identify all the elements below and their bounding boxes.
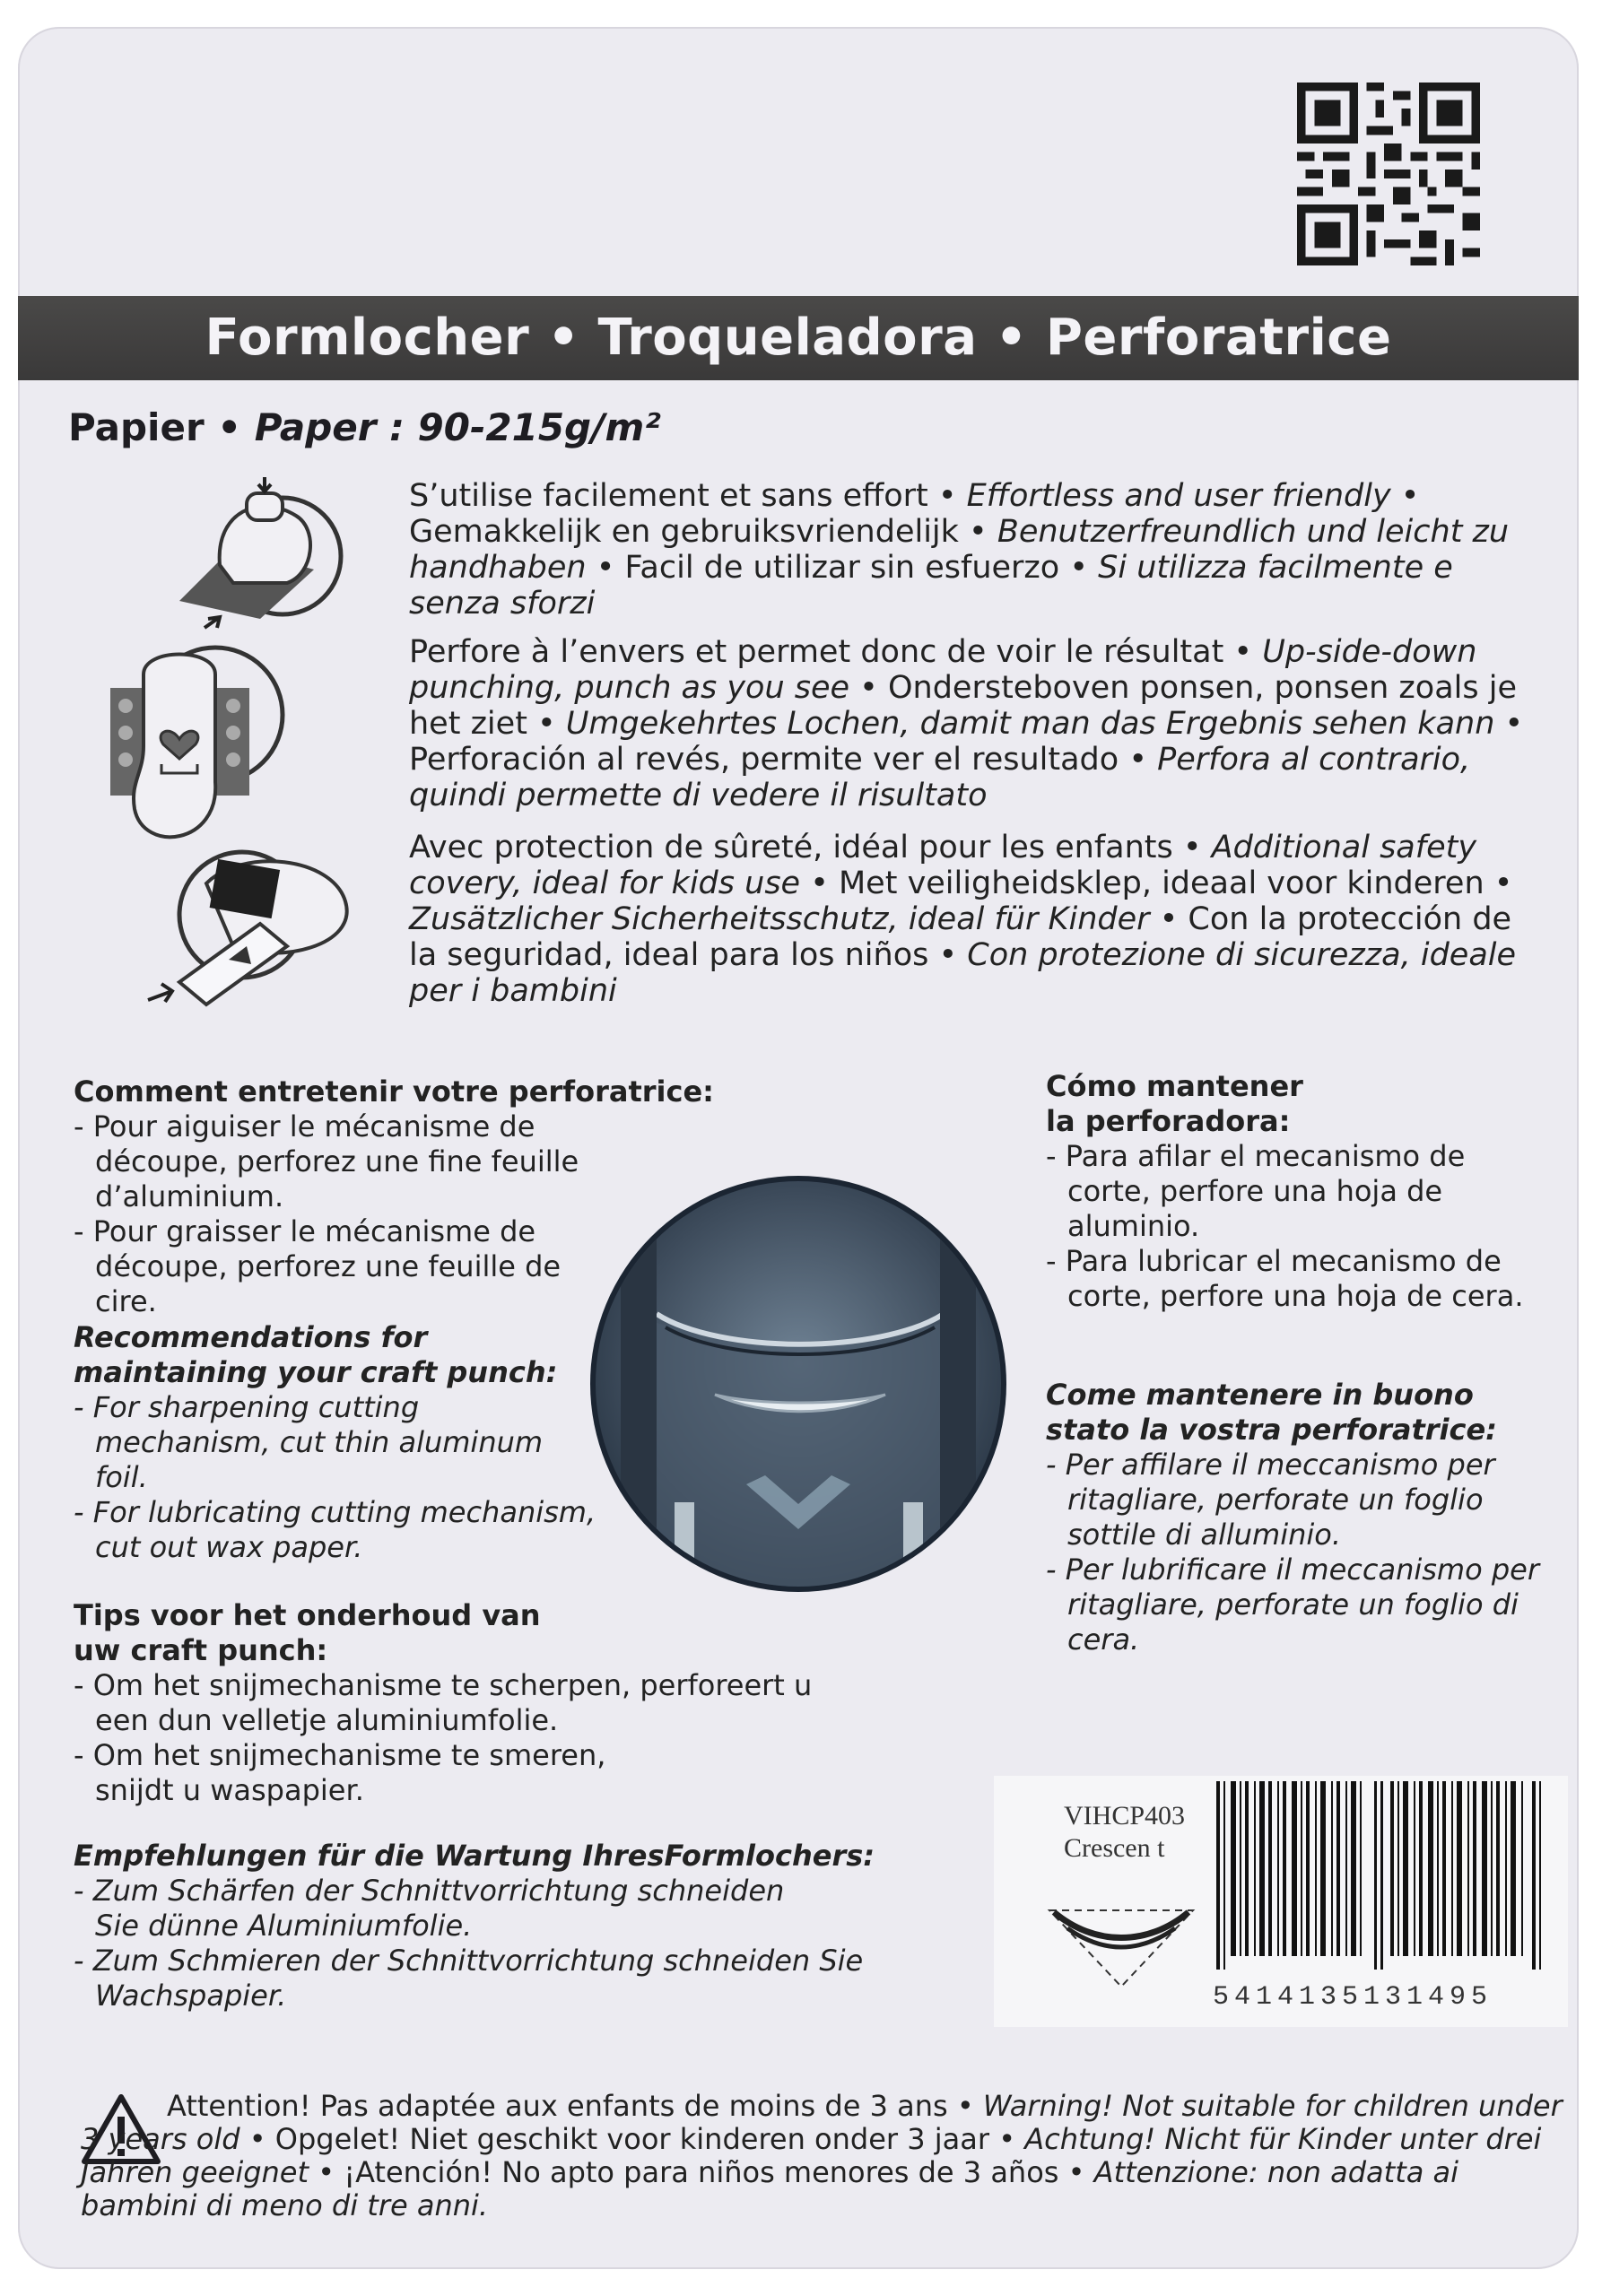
warning-text: Achtung! Nicht für Kinder unter drei Jahren geeignet • [81, 2122, 1542, 2189]
paper-spec: Paper : 90-215g/m² [254, 405, 661, 449]
care-item: - Pour graisser le mécanisme de découpe, perforez une feuille de cire. [74, 1214, 562, 1319]
product-window [585, 1170, 1012, 1597]
care-item: - Per lubrificare il meccanismo per ritagliare, perforate un foglio di cera. [1046, 1552, 1552, 1657]
product-code: VIHCP403 [1064, 1801, 1186, 1831]
feature-text: Perfora al contrario, quindi permette di vedere il risultato [409, 742, 1471, 813]
warning-text: Warning! Not suitable for children under 3 years old • [81, 2089, 1563, 2156]
feature-text: S’utilise facilement et sans effort • [409, 478, 967, 514]
feature-text: Up-side-down punching, punch as you see • [409, 634, 1477, 706]
care-item: - Per affilare il meccanismo per ritagliare, perforate un foglio sottile di alluminio. [1046, 1448, 1552, 1552]
feature-text: Perfore à l’envers et permet donc de voir le résultat • [409, 634, 1263, 670]
page-title: Formlocher • Troqueladora • Perforatrice [205, 309, 1392, 367]
qr-code-icon [1297, 83, 1480, 265]
feature-text: Con protezione di sicurezza, ideale per i bambini [409, 937, 1517, 1009]
punch-safety-cover-icon [144, 848, 368, 1018]
safety-warning [81, 2090, 1570, 2222]
punch-easy-use-icon [170, 475, 350, 637]
care-de [74, 1839, 935, 2013]
care-en [74, 1320, 594, 1565]
care-es [1046, 1069, 1530, 1314]
feature-upside-down [409, 634, 1530, 813]
feature-text: Perforación al revés, permite ver el resultado • [409, 742, 1158, 778]
feature-text: Umgekehrtes Lochen, damit man das Ergebnis sehen kann • [565, 706, 1524, 742]
care-title: Cómo mantener la perforadora: [1046, 1069, 1303, 1138]
care-it [1046, 1378, 1548, 1657]
care-item: - Para lubricar el mecanismo de corte, perfore una hoja de cera. [1046, 1244, 1534, 1314]
warning-text: Opgelet! Niet geschikt voor kinderen onder 3 jaar • [274, 2122, 1025, 2156]
care-item: - For lubricating cutting mechanism, cut out wax paper. [74, 1495, 615, 1565]
feature-text: Effortless and user friendly • [966, 478, 1420, 514]
feature-text: • Con la protección de la seguridad, ideal para los niños • [409, 901, 1512, 973]
care-title: Comment entretenir votre perforatrice: [74, 1074, 714, 1109]
care-title: Come mantenere in buono stato la vostra perforatrice: [1046, 1378, 1497, 1447]
barcode [1216, 1781, 1548, 1970]
paper-weight-line [68, 405, 661, 449]
care-item: - Pour aiguiser le mécanisme de découpe, perforez une fine feuille d’aluminium. [74, 1109, 624, 1214]
punch-upside-down-icon [108, 639, 287, 863]
warning-text: Attenzione: non adatta ai bambini di meno di tre anni. [81, 2155, 1459, 2222]
care-item: - Om het snijmechanisme te smeren, snijdt u waspapier. [74, 1738, 669, 1808]
warning-text: Attention! Pas adaptée aux enfants de moins de 3 ans • [167, 2089, 983, 2123]
title-band [18, 296, 1579, 380]
crescent-shape-icon [1040, 1892, 1202, 1991]
care-item: - Zum Schmieren der Schnittvorrichtung schneiden Sie Wachspapier. [74, 1944, 866, 2013]
product-code-block [1064, 1800, 1185, 1865]
product-name: Crescen t [1064, 1833, 1165, 1863]
warning-text: ¡Atención! No apto para niños menores de 3 años • [344, 2155, 1094, 2189]
feature-text: Avec protection de sûreté, idéal pour les enfants • [409, 830, 1212, 865]
care-item: - Om het snijmechanisme te scherpen, perforeert u een dun velletje aluminiumfolie. [74, 1668, 831, 1738]
care-item: - For sharpening cutting mechanism, cut thin aluminum foil. [74, 1390, 562, 1495]
feature-text: Met veiligheidsklep, ideaal voor kinderen • [838, 865, 1513, 901]
feature-text: Ondersteboven ponsen, ponsen zoals je het ziet • [409, 670, 1517, 742]
care-item: - Para afilar el mecanismo de corte, perfore una hoja de aluminio. [1046, 1139, 1534, 1244]
feature-text: Si utilizza facilmente e senza sforzi [409, 550, 1453, 622]
paper-label: Papier • [68, 405, 255, 449]
feature-text: Zusätzlicher Sicherheitsschutz, ideal für Kinder [409, 901, 1150, 937]
care-title: Recommendations for maintaining your craft punch: [74, 1320, 558, 1389]
barcode-number: 5414135131495 [1213, 1982, 1493, 2013]
care-title: Tips voor het onderhoud van uw craft punch: [74, 1598, 541, 1667]
feature-easy-use [409, 478, 1530, 622]
feature-text: Additional safety covery, ideal for kids use • [409, 830, 1477, 901]
care-title: Empfehlungen für die Wartung IhresFormlochers: [74, 1839, 875, 1873]
feature-text: Benutzerfreundlich und leicht zu handhaben • [409, 514, 1510, 586]
feature-text: Gemakkelijk en gebruiksvriendelijk • [409, 514, 997, 550]
feature-text: Facil de utilizar sin esfuerzo • [624, 550, 1099, 586]
feature-safety [409, 830, 1530, 1009]
care-item: - Zum Schärfen der Schnittvorrichtung schneiden Sie dünne Aluminiumfolie. [74, 1874, 813, 1944]
care-nl [74, 1598, 813, 1808]
